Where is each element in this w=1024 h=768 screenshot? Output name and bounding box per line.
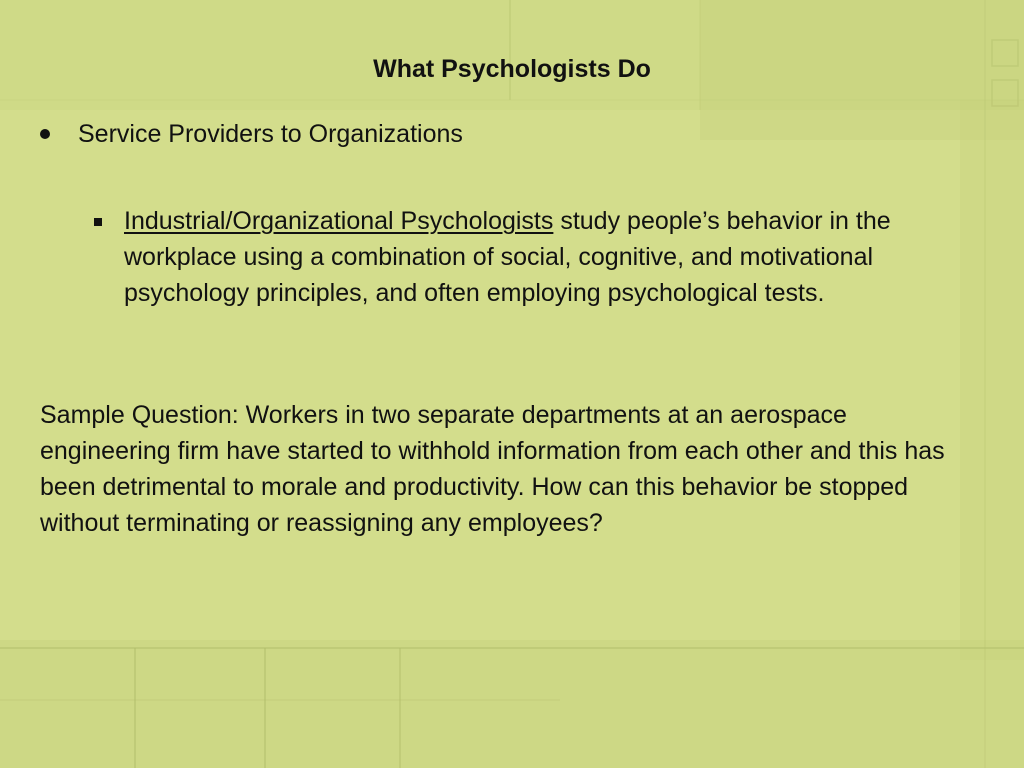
bullet-1-text: Service Providers to Organizations: [78, 120, 463, 148]
slide-title: What Psychologists Do: [373, 55, 651, 83]
bullet-2-rest: study people’s behavior in the workplace using a combination of social, cognitive, and motivational psychology principles, and often employing psychological tests.: [124, 207, 891, 307]
bullet-2-text: [124, 203, 970, 311]
square-bullet-icon: [94, 218, 102, 226]
sample-question: Sample Question: Workers in two separate departments at an aerospace engineering firm have started to withhold information from each other and this has been detrimental to morale and productivity. How can this behavior be stopped without terminating or reassigning any employees?: [40, 401, 945, 537]
underlined-term: Industrial/Organizational Psychologists: [124, 207, 554, 235]
round-bullet-icon: [40, 129, 50, 139]
